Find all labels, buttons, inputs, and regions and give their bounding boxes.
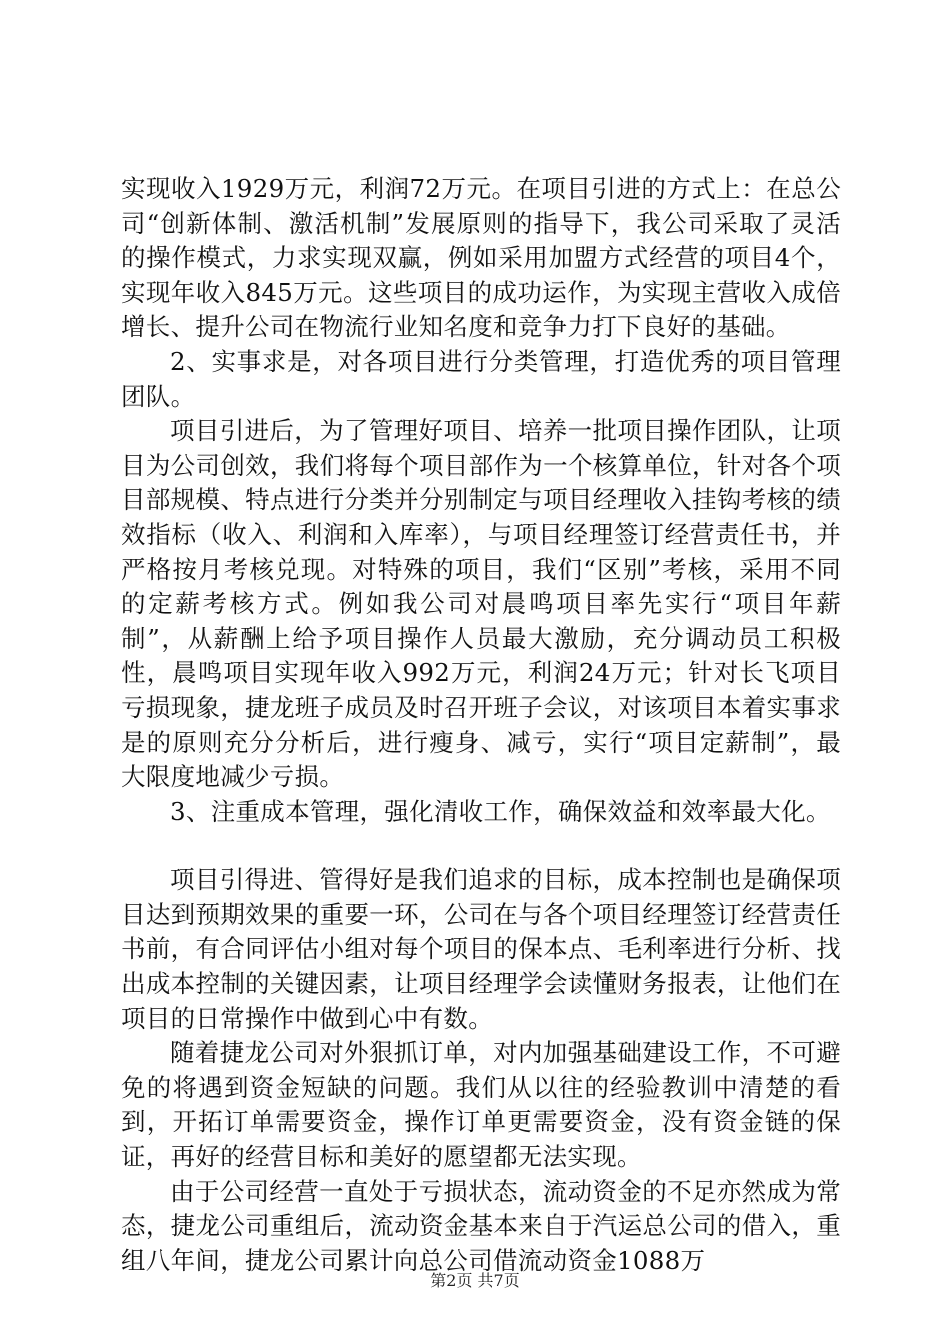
- section-heading-2: 2、实事求是，对各项目进行分类管理，打造优秀的项目管理团队。: [121, 346, 841, 411]
- paragraph: 随着捷龙公司对外狠抓订单，对内加强基础建设工作，不可避免的将遇到资金短缺的问题。我们从以往的经验教训中清楚的看到，开拓订单需要资金，操作订单更需要资金，没有资金链的保证，再好的经营目标和美好的愿望都无法实现。: [121, 1038, 841, 1172]
- paragraph: 由于公司经营一直处于亏损状态，流动资金的不足亦然成为常态，捷龙公司重组后，流动资金基本来自于汽运总公司的借入，重组八年间，捷龙公司累计向总公司借流动资金1088万: [121, 1176, 841, 1275]
- page-footer: 第2页 共7页: [430, 1271, 520, 1290]
- paragraph: 实现收入1929万元，利润72万元。在项目引进的方式上：在总公司“创新体制、激活机制”发展原则的指导下，我公司采取了灵活的操作模式，力求实现双赢，例如采用加盟方式经营的项目4个，实现年收入845万元。这些项目的成功运作，为实现主营收入成倍增长、提升公司在物流行业知名度和竞争力打下良好的基础。: [121, 174, 841, 342]
- document-body: [121, 172, 841, 1278]
- section-heading-3: 3、注重成本管理，强化清收工作，确保效益和效率最大化。: [170, 796, 831, 826]
- paragraph: 项目引得进、管得好是我们追求的目标，成本控制也是确保项目达到预期效果的重要一环，公司在与各个项目经理签订经营责任书前，有合同评估小组对每个项目的保本点、毛利率进行分析、找出成本控制的关键因素，让项目经理学会读懂财务报表，让他们在项目的日常操作中做到心中有数。: [121, 865, 841, 1033]
- paragraph: 项目引进后，为了管理好项目、培养一批项目操作团队，让项目为公司创效，我们将每个项目部作为一个核算单位，针对各个项目部规模、特点进行分类并分别制定与项目经理收入挂钩考核的绩效指标（收入、利润和入库率），与项目经理签订经营责任书，并严格按月考核兑现。对特殊的项目，我们“区别”考核，采用不同的定薪考核方式。例如我公司对晨鸣项目率先实行“项目年薪制”，从薪酬上给予项目操作人员最大激励，充分调动员工积极性，晨鸣项目实现年收入992万元，利润24万元；针对长飞项目亏损现象，捷龙班子成员及时召开班子会议，对该项目本着实事求是的原则充分分析后，进行瘦身、减亏，实行“项目定薪制”，最大限度地减少亏损。: [121, 416, 842, 792]
